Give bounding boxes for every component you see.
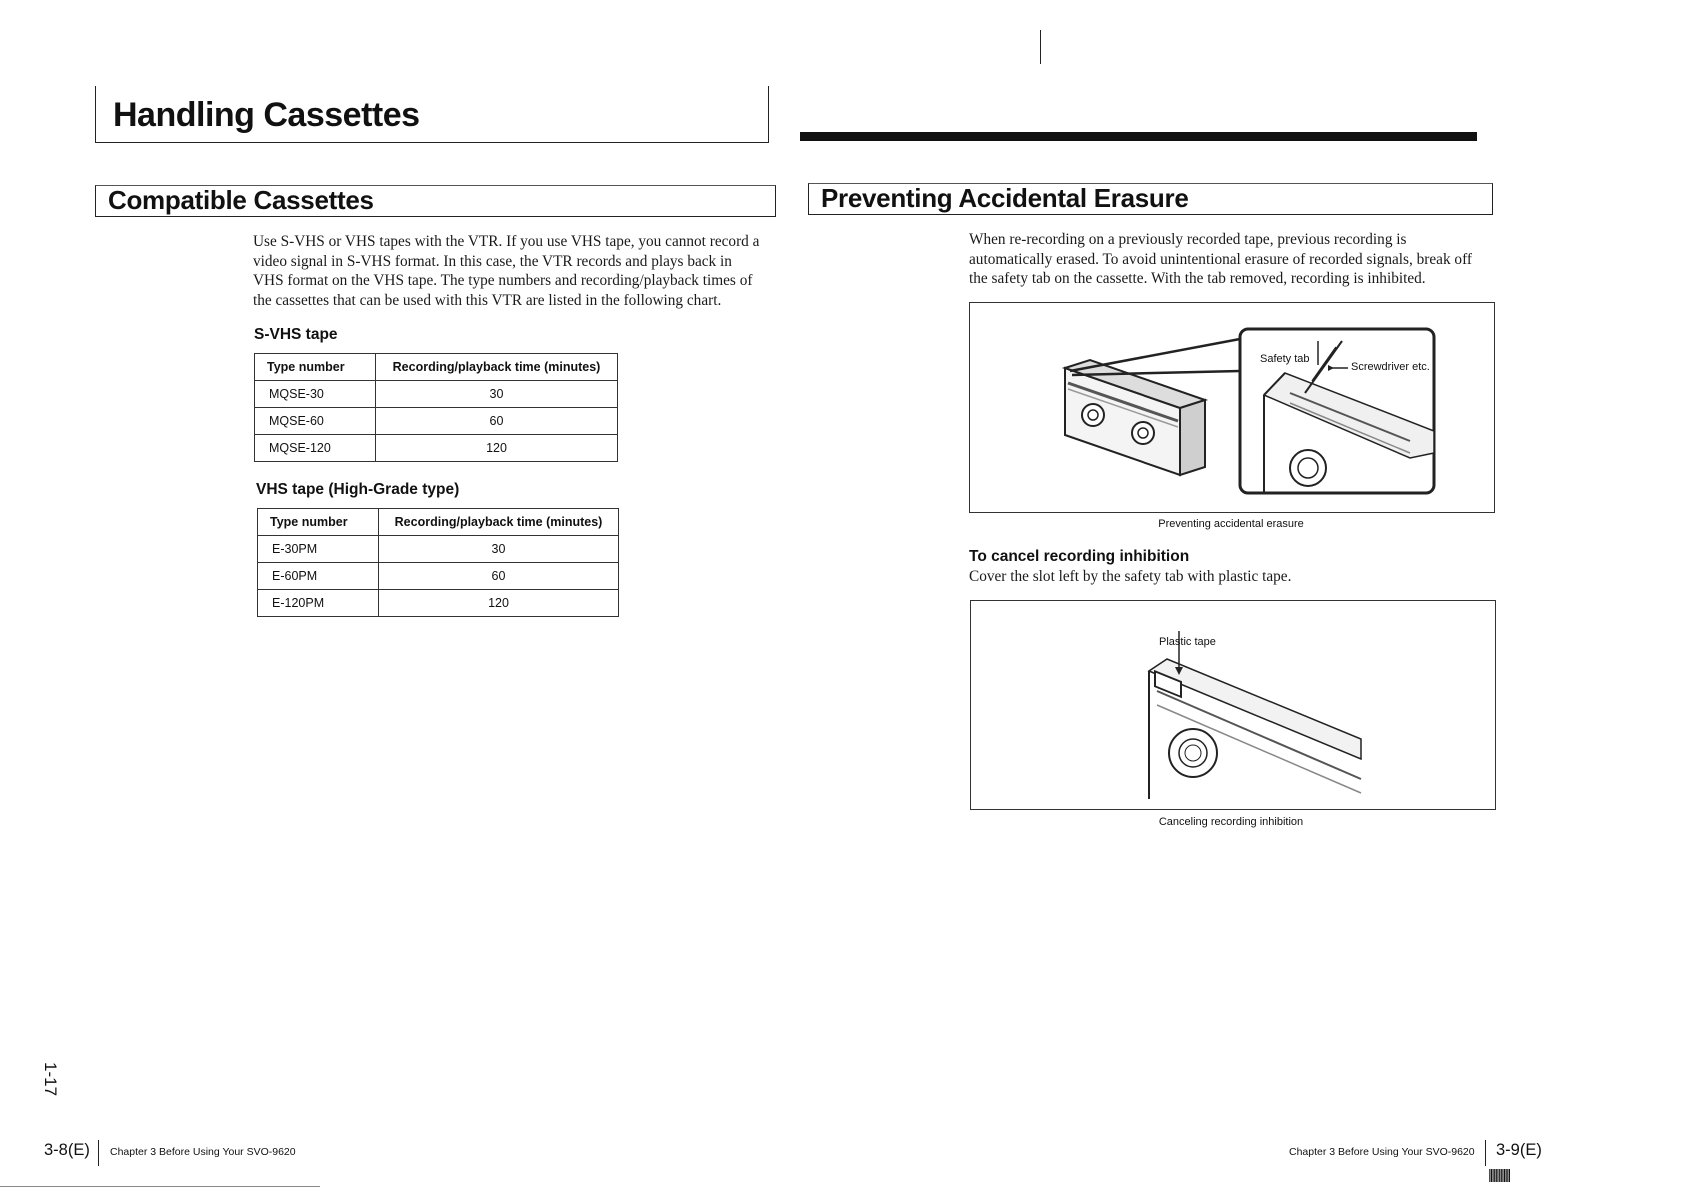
- page-title: Handling Cassettes: [113, 96, 420, 134]
- col-recording-time: Recording/playback time (minutes): [376, 354, 618, 381]
- footer-right: Chapter 3 Before Using Your SVO-9620: [1289, 1146, 1475, 1158]
- intro-paragraph-right: [969, 230, 1509, 289]
- table-row: [255, 435, 618, 462]
- svhs-heading: S-VHS tape: [254, 326, 338, 343]
- page-number-right: 3-9(E): [1496, 1141, 1542, 1159]
- cassette-illustration: [970, 303, 1494, 512]
- intro-line: When re-recording on a previously recorded tape, previous recording is: [969, 231, 1407, 248]
- type-cell: MQSE-120: [255, 435, 376, 462]
- side-page-marker: 1-17: [41, 1062, 60, 1097]
- intro-line: automatically erased. To avoid unintentional erasure of recorded signals, break off: [969, 250, 1472, 268]
- page-number-left: 3-8(E): [44, 1141, 90, 1159]
- type-cell: MQSE-60: [255, 408, 376, 435]
- time-cell: 30: [379, 536, 619, 563]
- vhs-table: [257, 508, 619, 617]
- type-cell: MQSE-30: [255, 381, 376, 408]
- label-safety-tab: Safety tab: [1260, 353, 1310, 365]
- cancel-heading: To cancel recording inhibition: [969, 548, 1190, 565]
- type-cell: E-30PM: [258, 536, 379, 563]
- time-cell: 60: [379, 563, 619, 590]
- col-type-number: Type number: [258, 509, 379, 536]
- intro-line: video signal in S-VHS format. In this case, the VTR records and plays back in: [253, 252, 732, 270]
- section-title-compatible: Compatible Cassettes: [108, 185, 374, 215]
- table-row: [255, 408, 618, 435]
- vhs-heading: VHS tape (High-Grade type): [256, 481, 460, 498]
- figure1-caption: Preventing accidental erasure: [1158, 518, 1304, 530]
- cancel-text: Cover the slot left by the safety tab with plastic tape.: [969, 568, 1292, 585]
- binding-mark: [1040, 30, 1041, 64]
- table-row: [255, 381, 618, 408]
- figure-preventing-erasure: [969, 302, 1495, 513]
- type-cell: E-120PM: [258, 590, 379, 617]
- time-cell: 120: [379, 590, 619, 617]
- table-row: [258, 590, 619, 617]
- heading-rule: [800, 132, 1477, 141]
- barcode-marks: |||||||||||||: [1488, 1166, 1510, 1182]
- footer-left: Chapter 3 Before Using Your SVO-9620: [110, 1146, 296, 1158]
- intro-line: the safety tab on the cassette. With the tab removed, recording is inhibited.: [969, 270, 1426, 287]
- time-cell: 30: [376, 381, 618, 408]
- plastic-tape-illustration: [971, 601, 1495, 809]
- label-plastic-tape: Plastic tape: [1159, 636, 1216, 648]
- table-header-row: [255, 354, 618, 381]
- table-header-row: [258, 509, 619, 536]
- col-type-number: Type number: [255, 354, 376, 381]
- time-cell: 60: [376, 408, 618, 435]
- section-title-erasure: Preventing Accidental Erasure: [821, 183, 1189, 213]
- figure-canceling-inhibition: [970, 600, 1496, 810]
- label-screwdriver: Screwdriver etc.: [1351, 361, 1430, 373]
- intro-paragraph-left: [253, 232, 793, 310]
- footer-divider: [1485, 1140, 1486, 1166]
- intro-line: Use S-VHS or VHS tapes with the VTR. If you use VHS tape, you cannot record a: [253, 233, 760, 250]
- footer-divider: [98, 1140, 99, 1166]
- bottom-edge-line: [0, 1186, 320, 1187]
- table-row: [258, 536, 619, 563]
- table-row: [258, 563, 619, 590]
- figure2-caption: Canceling recording inhibition: [1158, 816, 1304, 828]
- type-cell: E-60PM: [258, 563, 379, 590]
- svhs-table: [254, 353, 618, 462]
- intro-line: the cassettes that can be used with this VTR are listed in the following chart.: [253, 291, 722, 309]
- time-cell: 120: [376, 435, 618, 462]
- intro-line: VHS format on the VHS tape. The type numbers and recording/playback times of: [253, 272, 753, 289]
- col-recording-time: Recording/playback time (minutes): [379, 509, 619, 536]
